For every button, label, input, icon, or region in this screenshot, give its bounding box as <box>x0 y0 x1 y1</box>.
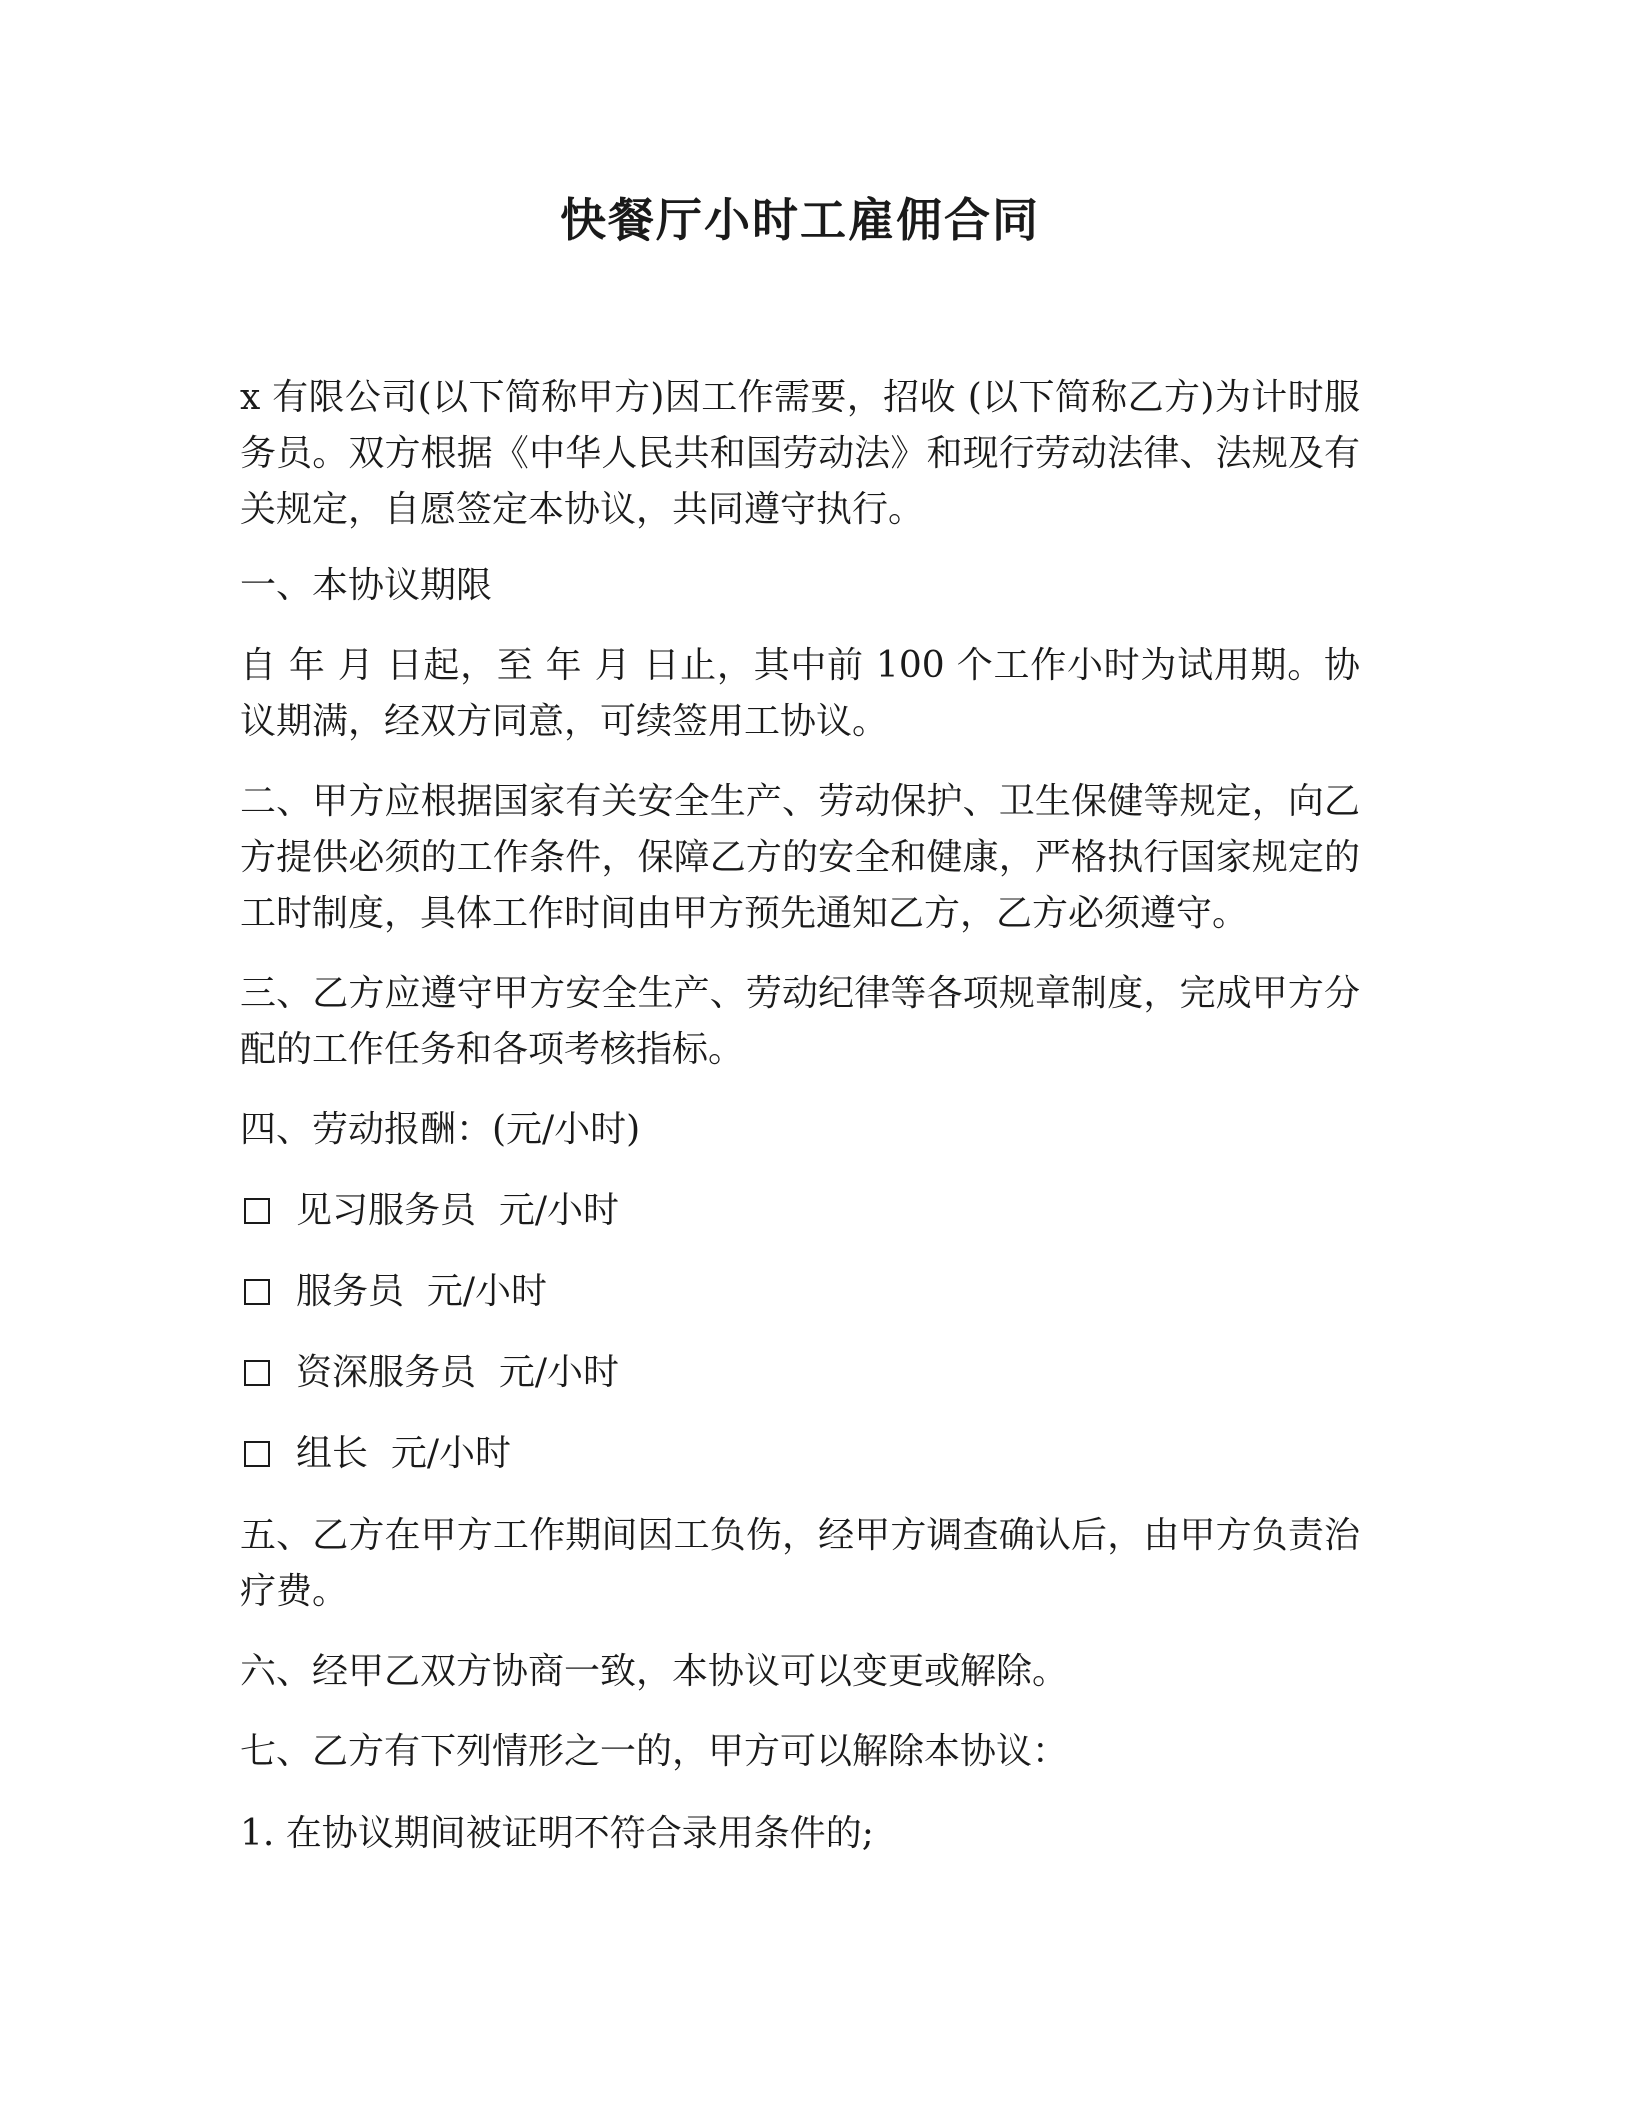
section-4-heading: 四、劳动报酬：(元/小时) <box>240 1109 641 1150</box>
page-title: 快餐厅小时工雇佣合同 <box>560 193 1040 247</box>
pay-option-trainee[interactable] <box>240 1183 619 1239</box>
pay-option-label: 资深服务员 元/小时 <box>296 1352 620 1393</box>
checkbox-icon[interactable] <box>244 1441 270 1467</box>
intro-paragraph: x 有限公司(以下简称甲方)因工作需要，招收 (以下简称乙方)为计时服务员。双方根据《中华人民共和国劳动法》和现行劳动法律、法规及有关规定，自愿签定本协议，共同遵守执行。 <box>240 377 1360 530</box>
checkbox-icon[interactable] <box>244 1360 270 1386</box>
pay-option-label: 组长 元/小时 <box>296 1433 512 1474</box>
pay-option-team-lead[interactable] <box>240 1426 511 1482</box>
section-7-heading: 七、乙方有下列情形之一的，甲方可以解除本协议： <box>240 1731 1069 1772</box>
pay-option-label: 见习服务员 元/小时 <box>296 1190 620 1231</box>
checkbox-icon[interactable] <box>244 1198 270 1224</box>
checkbox-icon[interactable] <box>244 1279 270 1305</box>
pay-option-server[interactable] <box>240 1264 547 1320</box>
section-3-paragraph: 三、乙方应遵守甲方安全生产、劳动纪律等各项规章制度，完成甲方分配的工作任务和各项考核指标。 <box>240 973 1360 1070</box>
section-2-paragraph: 二、甲方应根据国家有关安全生产、劳动保护、卫生保健等规定，向乙方提供必须的工作条件，保障乙方的安全和健康，严格执行国家规定的工时制度，具体工作时间由甲方预先通知乙方，乙方必须遵守。 <box>240 781 1360 934</box>
section-5-paragraph: 五、乙方在甲方工作期间因工负伤，经甲方调查确认后，由甲方负责治疗费。 <box>240 1515 1360 1612</box>
pay-option-label: 服务员 元/小时 <box>296 1271 548 1312</box>
section-6-paragraph: 六、经甲乙双方协商一致，本协议可以变更或解除。 <box>240 1651 1069 1692</box>
section-1-body: 自 年 月 日起，至 年 月 日止，其中前 100 个工作小时为试用期。协议期满，经双方同意，可续签用工协议。 <box>240 645 1360 742</box>
pay-option-senior-server[interactable] <box>240 1345 619 1401</box>
section-7-item-1: 1. 在协议期间被证明不符合录用条件的; <box>240 1813 874 1854</box>
section-1-heading: 一、本协议期限 <box>240 565 493 606</box>
